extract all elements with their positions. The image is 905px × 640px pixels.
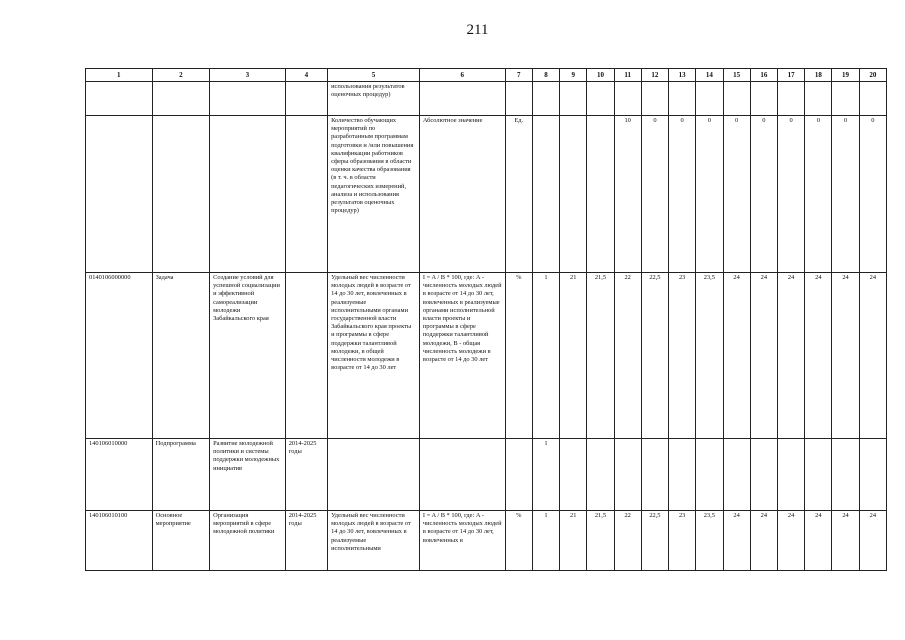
- row-value-col-16: 0: [750, 116, 777, 273]
- row-value-col-17: 24: [777, 273, 804, 439]
- column-header: 9: [560, 69, 587, 82]
- row-value-col-10: 21,5: [587, 511, 614, 571]
- row-period: [285, 116, 327, 273]
- row-value-col-13: [669, 439, 696, 511]
- row-value-col-8: [532, 116, 559, 273]
- column-header: 17: [777, 69, 804, 82]
- row-value-col-11: 22: [614, 511, 641, 571]
- column-header: 12: [641, 69, 668, 82]
- row-code: 0140106000000: [86, 273, 153, 439]
- row-code: [86, 82, 153, 116]
- table-row: [86, 273, 887, 439]
- row-unit: Ед.: [505, 116, 532, 273]
- row-value-col-12: 0: [641, 116, 668, 273]
- row-name: [210, 82, 286, 116]
- row-formula: I = A / B * 100, где: A - численность молодых людей в возрасте от 14 до 30 лет, вовлеченных в реализуемые органами исполнительной власти проекты и программы в сфере поддержки талантливой молодежи, B - общая численность молодежи в возрасте от 14 до 30 лет: [419, 273, 505, 439]
- row-name: Развитие молодежной политики и системы поддержки молодежных инициатив: [210, 439, 286, 511]
- row-type: [152, 82, 210, 116]
- row-formula: Абсолютное значение: [419, 116, 505, 273]
- row-value-col-19: [832, 82, 859, 116]
- column-header: 11: [614, 69, 641, 82]
- page-number: 211: [466, 22, 489, 38]
- indicators-table: [85, 68, 887, 571]
- row-value-col-17: 0: [777, 116, 804, 273]
- row-code: [86, 116, 153, 273]
- row-unit: [505, 439, 532, 511]
- row-value-col-19: 0: [832, 116, 859, 273]
- row-value-col-11: [614, 82, 641, 116]
- row-value-col-14: [696, 82, 723, 116]
- row-value-col-18: [805, 439, 832, 511]
- row-value-col-19: 24: [832, 511, 859, 571]
- row-value-col-12: 22,5: [641, 511, 668, 571]
- row-value-col-18: 24: [805, 273, 832, 439]
- column-header: 8: [532, 69, 559, 82]
- row-unit: %: [505, 273, 532, 439]
- row-value-col-14: [696, 439, 723, 511]
- table-row: [86, 439, 887, 511]
- row-value-col-18: 0: [805, 116, 832, 273]
- column-header: 18: [805, 69, 832, 82]
- row-name: [210, 116, 286, 273]
- row-value-col-20: 24: [859, 273, 886, 439]
- column-header: 19: [832, 69, 859, 82]
- row-name: Организация мероприятий в сфере молодежной политики: [210, 511, 286, 571]
- row-value-col-10: [587, 439, 614, 511]
- row-value-col-9: 21: [560, 273, 587, 439]
- column-header: 6: [419, 69, 505, 82]
- row-value-col-14: 0: [696, 116, 723, 273]
- header-row: [86, 69, 887, 82]
- row-value-col-14: 23,5: [696, 511, 723, 571]
- row-value-col-15: 24: [723, 273, 750, 439]
- row-value-col-13: 23: [669, 511, 696, 571]
- row-value-col-8: [532, 82, 559, 116]
- row-indicator: Удельный вес численности молодых людей в возрасте от 14 до 30 лет, вовлеченных в реализуемые исполнительными: [328, 511, 420, 571]
- row-code: 140106010000: [86, 439, 153, 511]
- row-period: 2014-2025 годы: [285, 439, 327, 511]
- row-value-col-11: [614, 439, 641, 511]
- row-period: 2014-2025 годы: [285, 511, 327, 571]
- column-header: 3: [210, 69, 286, 82]
- row-value-col-18: [805, 82, 832, 116]
- row-value-col-13: [669, 82, 696, 116]
- column-header: 1: [86, 69, 153, 82]
- row-value-col-13: 23: [669, 273, 696, 439]
- row-indicator: использования результатов оценочных процедур): [328, 82, 420, 116]
- row-value-col-20: [859, 439, 886, 511]
- row-type: [152, 116, 210, 273]
- row-indicator: [328, 439, 420, 511]
- row-formula: I = A / B * 100, где: A - численность молодых людей в возрасте от 14 до 30 лет, вовлеченных в: [419, 511, 505, 571]
- row-value-col-17: [777, 82, 804, 116]
- row-value-col-8: 1: [532, 439, 559, 511]
- row-value-col-11: 10: [614, 116, 641, 273]
- column-header: 16: [750, 69, 777, 82]
- row-value-col-16: 24: [750, 511, 777, 571]
- row-value-col-15: [723, 82, 750, 116]
- row-value-col-12: [641, 82, 668, 116]
- row-period: [285, 273, 327, 439]
- row-unit: %: [505, 511, 532, 571]
- column-header: 4: [285, 69, 327, 82]
- row-period: [285, 82, 327, 116]
- row-type: Подпрограмма: [152, 439, 210, 511]
- row-indicator: Количество обучающих мероприятий по разработанным программам подготовки и /или повышения квалификации работников сферы образования в области оценки качества образования (в т. ч. в области педагогических измерений, анализа и использования результатов оценочных процедур): [328, 116, 420, 273]
- table-row: [86, 82, 887, 116]
- column-header: 13: [669, 69, 696, 82]
- row-value-col-14: 23,5: [696, 273, 723, 439]
- row-value-col-10: [587, 116, 614, 273]
- row-value-col-12: [641, 439, 668, 511]
- row-value-col-16: 24: [750, 273, 777, 439]
- row-value-col-15: 0: [723, 116, 750, 273]
- column-header: 5: [328, 69, 420, 82]
- row-value-col-11: 22: [614, 273, 641, 439]
- row-value-col-10: 21,5: [587, 273, 614, 439]
- column-header: 2: [152, 69, 210, 82]
- row-value-col-19: 24: [832, 273, 859, 439]
- row-formula: [419, 439, 505, 511]
- row-value-col-19: [832, 439, 859, 511]
- row-value-col-16: [750, 82, 777, 116]
- row-value-col-18: 24: [805, 511, 832, 571]
- row-type: Задача: [152, 273, 210, 439]
- column-header: 10: [587, 69, 614, 82]
- row-value-col-16: [750, 439, 777, 511]
- row-value-col-17: 24: [777, 511, 804, 571]
- row-value-col-15: 24: [723, 511, 750, 571]
- column-header: 14: [696, 69, 723, 82]
- row-value-col-9: [560, 82, 587, 116]
- column-header: 20: [859, 69, 886, 82]
- row-indicator: Удельный вес численности молодых людей в возрасте от 14 до 30 лет, вовлеченных в реализуемые исполнительными органами государственной власти Забайкальского края проекты и программы в сфере поддержки талантливой молодежи, в общей численности молодежи в возрасте от 14 до 30 лет: [328, 273, 420, 439]
- row-value-col-10: [587, 82, 614, 116]
- column-header: 15: [723, 69, 750, 82]
- table-row: [86, 511, 887, 571]
- row-value-col-9: 21: [560, 511, 587, 571]
- row-value-col-17: [777, 439, 804, 511]
- row-type: Основное мероприятие: [152, 511, 210, 571]
- row-value-col-20: 24: [859, 511, 886, 571]
- row-value-col-20: [859, 82, 886, 116]
- row-value-col-12: 22,5: [641, 273, 668, 439]
- row-value-col-9: [560, 116, 587, 273]
- row-value-col-15: [723, 439, 750, 511]
- row-value-col-8: 1: [532, 273, 559, 439]
- row-value-col-8: 1: [532, 511, 559, 571]
- row-formula: [419, 82, 505, 116]
- column-header: 7: [505, 69, 532, 82]
- row-value-col-13: 0: [669, 116, 696, 273]
- row-name: Создание условий для успешной социализации и эффективной самореализации молодежи Забайкальского края: [210, 273, 286, 439]
- table-row: [86, 116, 887, 273]
- row-value-col-20: 0: [859, 116, 886, 273]
- row-unit: [505, 82, 532, 116]
- row-value-col-9: [560, 439, 587, 511]
- row-code: 140106010100: [86, 511, 153, 571]
